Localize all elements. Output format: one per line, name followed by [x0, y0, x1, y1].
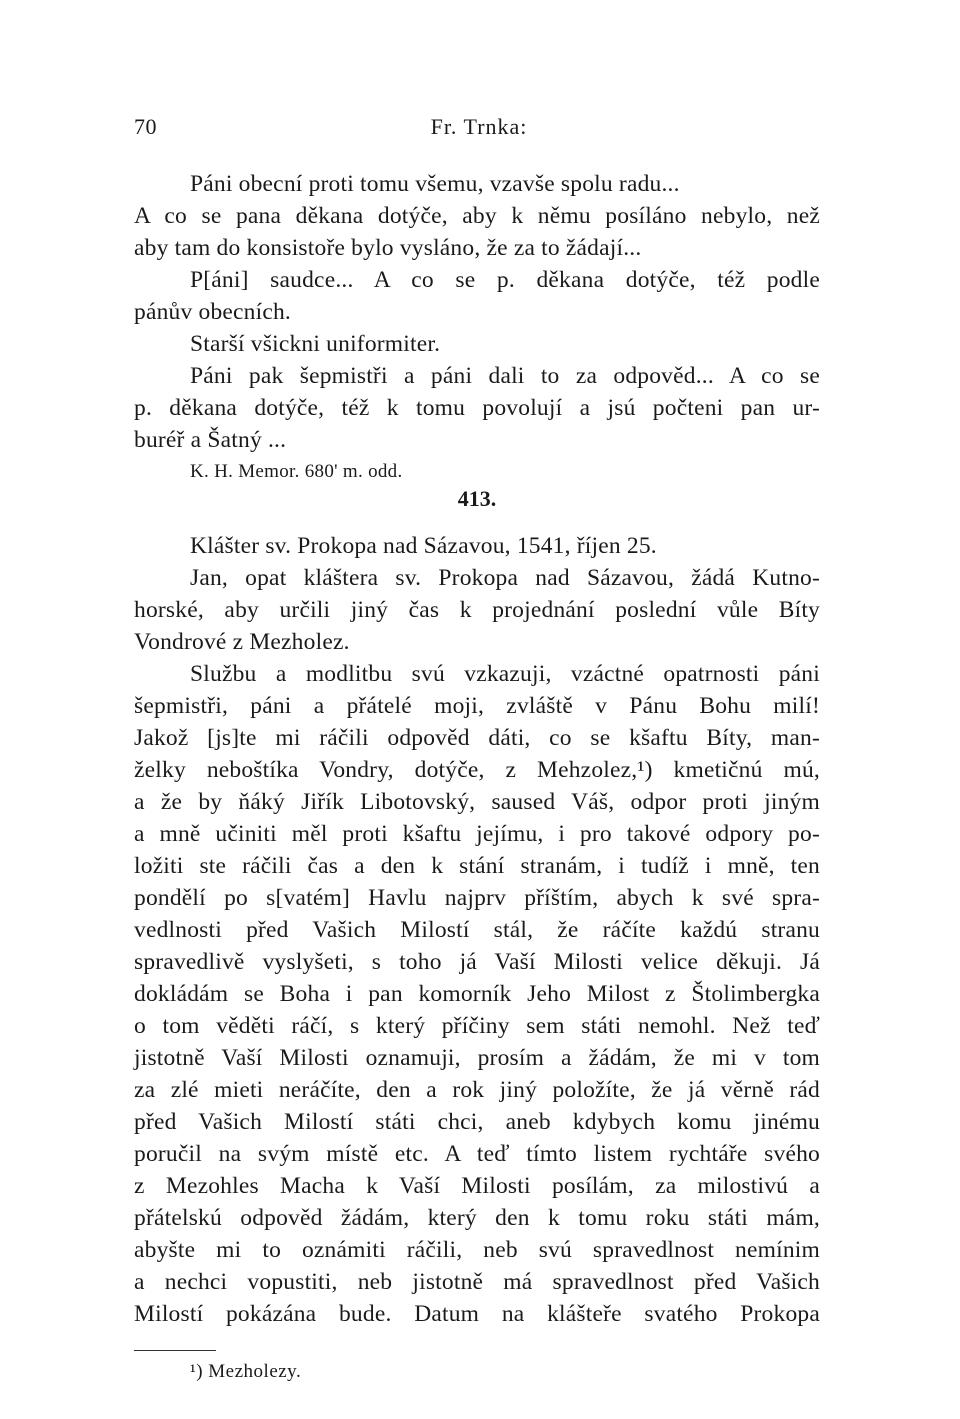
- footnote-text: Mezholezy.: [208, 1361, 302, 1382]
- text-line: Páni pak šepmistři a páni dali to za odpověd... A co se: [190, 363, 820, 389]
- letter-line: vedlnosti před Vašich Milostí stál, že ráčíte každú stranu: [134, 917, 820, 943]
- archive-reference: K. H. Memor. 680' m. odd.: [190, 461, 403, 482]
- letter-line: abyšte mi to oznámiti ráčili, neb svú spravedlnost nemínim: [134, 1237, 820, 1263]
- letter-line: před Vašich Milostí státi chci, aneb kdybych komu jinému: [134, 1109, 820, 1135]
- running-title: Fr. Trnka:: [430, 114, 528, 139]
- document-number: 413.: [457, 486, 497, 511]
- letter-line: a nechci vopustiti, neb jistotně má spravedlnost před Vašich: [134, 1269, 820, 1295]
- footnote-rule: [134, 1350, 216, 1351]
- page-header: [134, 114, 824, 144]
- letter-line: poručil na svým místě etc. A teď tímto listem rychtáře svého: [134, 1141, 820, 1167]
- letter-line: Milostí pokázána bude. Datum na klášteře svatého Prokopa: [134, 1301, 820, 1327]
- letter-line: dokládám se Boha i pan komorník Jeho Milost z Štolimbergka: [134, 981, 820, 1007]
- letter-line: a mně učiniti měl proti kšaftu jejímu, i pro takové odpory po-: [134, 821, 820, 847]
- letter-line: Službu a modlitbu svú vzkazuji, vzáctné opatrnosti páni: [190, 661, 820, 687]
- text-line: Starší všickni uniformiter.: [190, 331, 441, 357]
- page-number: 70: [134, 114, 157, 139]
- text-line: A co se pana děkana dotýče, aby k němu posíláno nebylo, než: [134, 203, 820, 229]
- text-line: buréř a Šatný ...: [134, 427, 287, 453]
- letter-line: jistotně Vaší Milosti oznamuji, prosím a žádám, že mi v tom: [134, 1045, 820, 1071]
- regest-line: Vondrové z Mezholez.: [134, 629, 350, 655]
- footnote-marker: ¹): [190, 1361, 204, 1382]
- letter-line: Jakož [js]te mi ráčili odpověd dáti, co se kšaftu Bíty, man-: [134, 725, 820, 751]
- letter-line: a že by ňáký Jiřík Libotovský, saused Váš, odpor proti jiným: [134, 789, 820, 815]
- text-line: p. děkana dotýče, též k tomu povolují a jsú počteni pan ur-: [134, 395, 820, 421]
- letter-line: z Mezohles Macha k Vaší Milosti posílám, za milostivú a: [134, 1173, 820, 1199]
- letter-line: za zlé mieti neráčíte, den a rok jiný položíte, že já věrně rád: [134, 1077, 820, 1103]
- letter-line: přátelskú odpověd žádám, který den k tomu roku státi mám,: [134, 1205, 820, 1231]
- text-line: aby tam do konsistoře bylo vysláno, že za to žádají...: [134, 235, 642, 261]
- text-line: Páni obecní proti tomu všemu, vzavše spolu radu...: [190, 171, 680, 197]
- text-line: P[áni] saudce... A co se p. děkana dotýče, též podle: [190, 267, 820, 293]
- document-heading: Klášter sv. Prokopa nad Sázavou, 1541, říjen 25.: [190, 533, 657, 559]
- letter-line: pondělí po s[vatém] Havlu najprv příštím, abych k své spra-: [134, 885, 820, 911]
- letter-line: želky neboštíka Vondry, dotýče, z Mehzolez,¹) kmetičnú mú,: [134, 757, 820, 783]
- letter-line: ložiti ste ráčili čas a den k stání stranám, i tudíž i mně, ten: [134, 853, 820, 879]
- letter-line: spravedlivě vyslyšeti, s toho já Vaší Milosti velice děkuji. Já: [134, 949, 820, 975]
- regest-line: Jan, opat kláštera sv. Prokopa nad Sázavou, žádá Kutno-: [190, 565, 820, 591]
- letter-line: o tom věděti ráčí, s který příčiny sem státi nemohl. Než teď: [134, 1013, 820, 1039]
- letter-line: šepmistři, páni a přátelé moji, zvláště v Pánu Bohu milí!: [134, 693, 820, 719]
- regest-line: horské, aby určili jiný čas k projednání poslední vůle Bíty: [134, 597, 820, 623]
- text-line: pánův obecních.: [134, 299, 292, 325]
- footnote: [190, 1356, 301, 1388]
